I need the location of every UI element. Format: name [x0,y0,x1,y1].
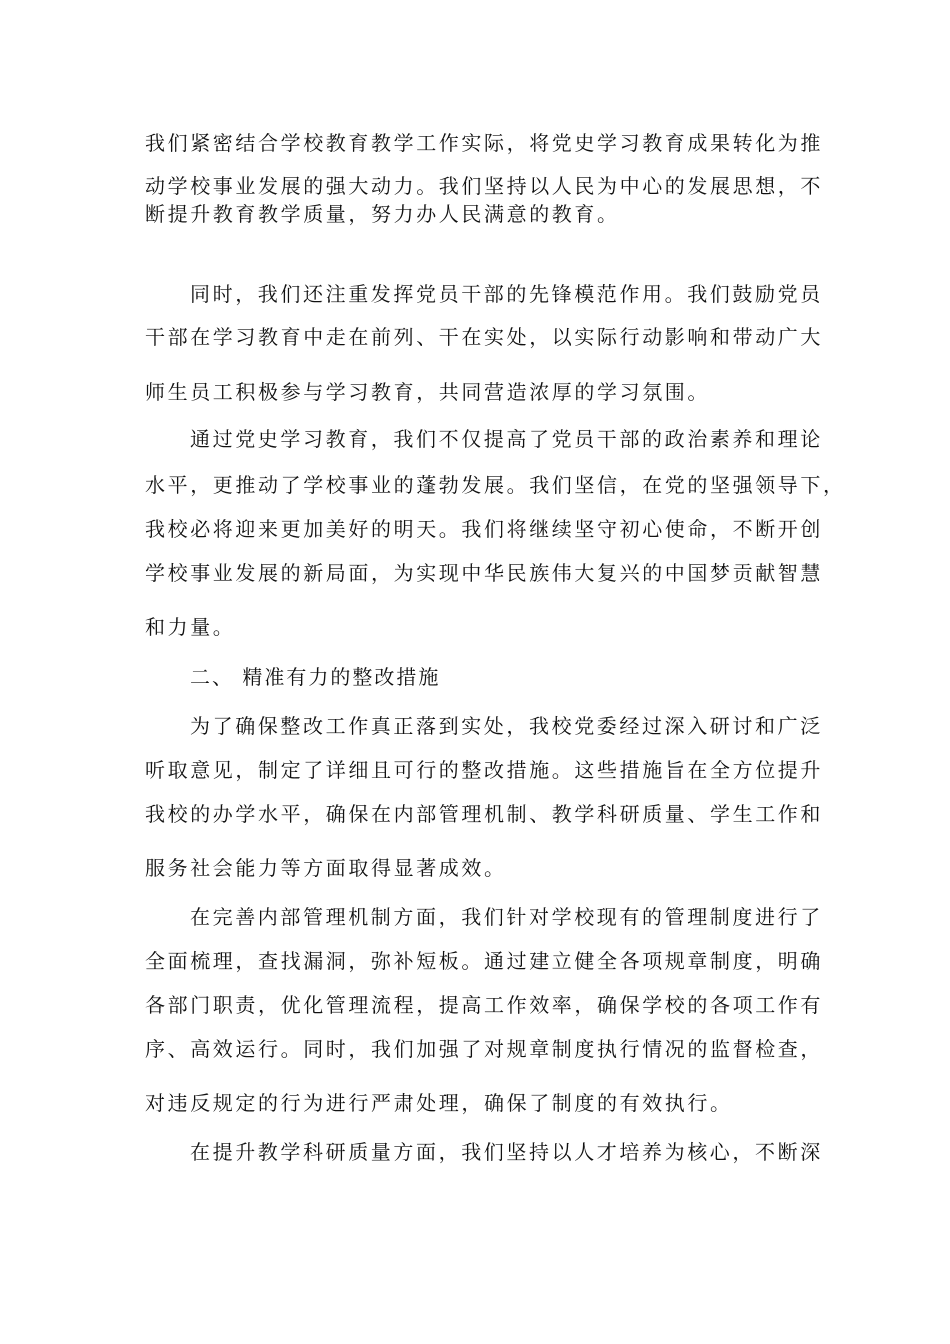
paragraph-line: 服务社会能力等方面取得显著成效。 [145,856,507,880]
paragraph-line: 水平，更推动了学校事业的蓬勃发展。我们坚信，在党的坚强领导下， [145,473,846,497]
paragraph-line: 在完善内部管理机制方面，我们针对学校现有的管理制度进行了 [190,905,823,929]
paragraph-line: 我校必将迎来更加美好的明天。我们将继续坚守初心使命，不断开创 [145,517,823,541]
paragraph-line: 我校的办学水平，确保在内部管理机制、教学科研质量、学生工作和 [145,802,823,826]
paragraph-line: 断提升教育教学质量，努力办人民满意的教育。 [145,202,620,226]
paragraph-line: 各部门职责，优化管理流程，提高工作效率，确保学校的各项工作有 [145,993,823,1017]
paragraph-line: 通过党史学习教育，我们不仅提高了党员干部的政治素养和理论 [190,427,823,451]
paragraph-line: 听取意见，制定了详细且可行的整改措施。这些措施旨在全方位提升 [145,758,823,782]
paragraph-line: 序、高效运行。同时，我们加强了对规章制度执行情况的监督检查， [145,1037,823,1061]
paragraph-line: 师生员工积极参与学习教育，共同营造浓厚的学习氛围。 [145,380,710,404]
paragraph-line: 我们紧密结合学校教育教学工作实际，将党史学习教育成果转化为推 [145,131,823,155]
paragraph-line: 学校事业发展的新局面，为实现中华民族伟大复兴的中国梦贡献智慧 [145,561,823,585]
paragraph-line: 为了确保整改工作真正落到实处，我校党委经过深入研讨和广泛 [190,714,823,738]
paragraph-line: 动学校事业发展的强大动力。我们坚持以人民为中心的发展思想，不 [145,174,823,198]
paragraph-line: 在提升教学科研质量方面，我们坚持以人才培养为核心，不断深 [190,1140,823,1164]
paragraph-line: 干部在学习教育中走在前列、干在实处，以实际行动影响和带动广大 [145,325,823,349]
paragraph-line: 全面梳理，查找漏洞，弥补短板。通过建立健全各项规章制度，明确 [145,949,823,973]
paragraph-line: 同时，我们还注重发挥党员干部的先锋模范作用。我们鼓励党员 [190,282,823,306]
section-heading: 二、 精准有力的整改措施 [190,665,441,689]
paragraph-line: 对违反规定的行为进行严肃处理，确保了制度的有效执行。 [145,1091,733,1115]
paragraph-line: 和力量。 [145,615,236,639]
